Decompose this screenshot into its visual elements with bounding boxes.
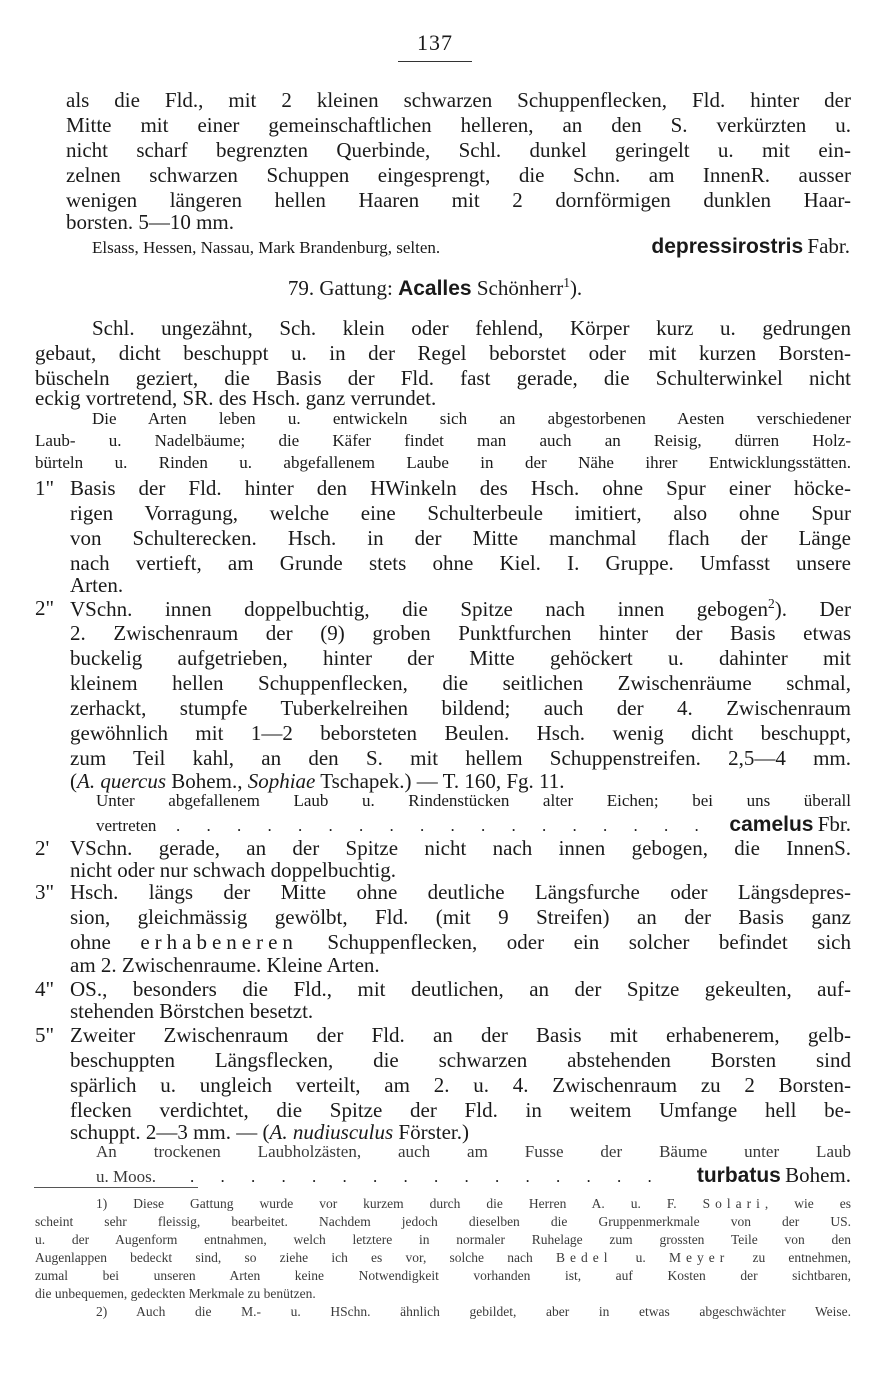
text-line: Arten. [70, 573, 124, 597]
text-line: flecken verdichtet, die Spitze der Fld. in weitem Umfange hell be- [70, 1098, 851, 1122]
genus-author: Schönherr [476, 276, 564, 300]
genus-prefix: 79. Gattung: [287, 276, 393, 300]
text-line: kleinem hellen Schuppenflecken, die seitlichen Zwischenräume schmal, [70, 671, 851, 695]
text-line: stehenden Börstchen besetzt. [70, 999, 314, 1023]
text-line: als die Fld., mit 2 kleinen schwarzen Schuppenflecken, Fld. hinter der [66, 88, 851, 112]
text-line: bürteln u. Rinden u. abgefallenem Laube in der Nähe ihrer Entwicklungsstätten. [35, 453, 851, 472]
couplet-number: 2" [35, 596, 55, 620]
footnote-line: die unbequemen, gedeckten Merkmale zu benützen. [35, 1286, 316, 1301]
couplet-number: 4" [35, 977, 55, 1001]
synonym-name: Sophiae [247, 769, 316, 793]
species-name: turbatus [696, 1164, 781, 1187]
text-line: nach vertieft, am Grunde stets ohne Kiel. I. Gruppe. Umfasst unsere [70, 551, 851, 575]
genus-heading [0, 275, 870, 301]
text-segment: Augenlappen bedeckt sind, so ziehe ich es vor, solche nach [35, 1250, 533, 1265]
text-line [70, 596, 851, 622]
footnote-line [35, 1250, 851, 1266]
text-line: zum Teil kahl, an den S. mit hellem Schuppenstreifen. 2,5—4 mm. [70, 746, 851, 770]
footnote-ref: 2 [767, 596, 775, 611]
text-line: gewöhnlich mit 1—2 beborsteten Beulen. Hsch. wenig dicht beschuppt, [70, 721, 851, 745]
spaced-word: Meyer [669, 1250, 730, 1265]
text-segment: Tschapek.) — T. 160, Fg. 11. [320, 769, 565, 793]
text-line: Die Arten leben u. entwickeln sich an abgestorbenen Aesten verschiedener [92, 409, 851, 428]
footnote-ref: 1 [563, 275, 570, 290]
text-line: von Schulterecken. Hsch. in der Mitte manchmal flach der Länge [70, 526, 851, 550]
species-name: depressirostris [651, 235, 804, 258]
text-segment: schuppt. 2—3 mm. — ( [70, 1120, 270, 1144]
species-author: Fbr. [817, 812, 851, 836]
species-name: camelus [729, 813, 814, 836]
footnote-rule [34, 1187, 198, 1188]
spaced-word: Solari [702, 1196, 765, 1211]
text-line: nicht oder nur schwach doppelbuchtig. [70, 858, 396, 882]
text-segment: Auch die M.- u. HSchn. ähnlich gebildet, aber in etwas abgeschwächter Weise. [136, 1304, 851, 1319]
text-line: büscheln geziert, die Basis der Fld. fast gerade, die Schulterwinkel nicht [35, 366, 851, 390]
couplet-number: 5" [35, 1023, 55, 1047]
text-line: rigen Vorragung, welche eine Schulterbeule imitiert, also ohne Spur [70, 501, 851, 525]
text-segment: , wie es [764, 1196, 851, 1211]
text-line: Zweiter Zwischenraum der Fld. an der Basis mit erhabenerem, gelb- [70, 1023, 851, 1047]
text-segment: VSchn. innen doppelbuchtig, die Spitze nach innen gebogen [70, 597, 768, 621]
couplet-number: 3" [35, 880, 55, 904]
distribution-line [92, 234, 850, 259]
text-segment: zu entnehmen, [752, 1250, 852, 1265]
text-line: Basis der Fld. hinter den HWinkeln des Hsch. ohne Spur einer höcke- [70, 476, 851, 500]
text-line: gebaut, dicht beschuppt u. in der Regel beborstet oder mit kurzen Borsten- [35, 341, 851, 365]
text-segment: Diese Gattung wurde vor kurzem durch die Herren A. u. F. [133, 1196, 677, 1211]
header-rule [398, 61, 472, 62]
habitat-text: vertreten [96, 816, 157, 835]
leader-dots: . . . . . . . . . . . . . . . . [190, 1167, 663, 1186]
footnote-mark: 1) [96, 1196, 108, 1211]
text-segment: ( [70, 769, 77, 793]
text-segment: Schuppenflecken, oder ein solcher befindet sich [327, 930, 852, 954]
text-line: am 2. Zwischenraume. Kleine Arten. [70, 953, 380, 977]
text-segment: Bohem., [171, 769, 243, 793]
species-author: Fabr. [807, 234, 850, 258]
synonym-name: A. nudiusculus [269, 1120, 394, 1144]
species-author: Bohem. [785, 1163, 851, 1187]
synonym-name: A. quercus [77, 769, 167, 793]
species-line [96, 1163, 851, 1188]
text-segment: ohne [70, 930, 111, 954]
text-line: Laub- u. Nadelbäume; die Käfer findet man auch an Reisig, dürren Holz- [35, 431, 851, 450]
text-line: spärlich u. ungleich verteilt, am 2. u. 4. Zwischenraum zu 2 Borsten- [70, 1073, 851, 1097]
text-line: Mitte mit einer gemeinschaftlichen helleren, an den S. verkürzten u. [66, 113, 851, 137]
text-line: zelnen schwarzen Schuppen eingesprengt, die Schn. am InnenR. ausser [66, 163, 851, 187]
habitat-text: u. Moos. [96, 1167, 156, 1186]
text-line: nicht scharf begrenzten Querbinde, Schl. dunkel geringelt u. mit ein- [66, 138, 851, 162]
text-line: wenigen längeren hellen Haaren mit 2 dornförmigen dunklen Haar- [66, 188, 851, 212]
text-line: eckig vortretend, SR. des Hsch. ganz verrundet. [35, 386, 437, 410]
footnote-line: zumal bei unseren Arten keine Notwendigkeit vorhanden ist, auf Kosten der sichtbaren, [35, 1268, 851, 1283]
couplet-number: 1" [35, 476, 55, 500]
distribution-text: Elsass, Hessen, Nassau, Mark Brandenburg, selten. [92, 238, 441, 257]
footnote-mark: 2) [96, 1304, 108, 1319]
text-line: An trockenen Laubholzästen, auch am Fusse der Bäume unter Laub [96, 1142, 851, 1161]
species-line [96, 812, 851, 837]
text-line: Hsch. längs der Mitte ohne deutliche Längsfurche oder Längsdepres- [70, 880, 851, 904]
footnote-line: scheint sehr fleissig, bearbeitet. Nachdem jedoch dieselben die Gruppenmerkmale von der US. [35, 1214, 851, 1229]
footnote-line: u. der Augenform entnahmen, welch letztere in normaler Ruhelage zum grossten Teile von den [35, 1232, 851, 1247]
text-segment: ). Der [774, 597, 851, 621]
page-number: 137 [417, 30, 453, 55]
text-line: sion, gleichmässig gewölbt, Fld. (mit 9 Streifen) an der Basis ganz [70, 905, 851, 929]
text-line: VSchn. gerade, an der Spitze nicht nach innen gebogen, die InnenS. [70, 836, 851, 860]
genus-suffix: ). [569, 276, 583, 300]
couplet-number: 2' [35, 836, 50, 860]
footnote-line [96, 1304, 851, 1320]
genus-name: Acalles [398, 277, 472, 300]
text-line: buckelig aufgetrieben, hinter der Mitte gehöckert u. dahinter mit [70, 646, 851, 670]
spaced-word: erhabeneren [140, 930, 298, 954]
spaced-word: Bedel [555, 1250, 613, 1265]
text-line: OS., besonders die Fld., mit deutlichen, an der Spitze gekeulten, auf- [70, 977, 851, 1001]
text-segment: u. [635, 1250, 646, 1265]
text-line: Schl. ungezähnt, Sch. klein oder fehlend, Körper kurz u. gedrungen [92, 316, 851, 340]
text-line: Unter abgefallenem Laub u. Rindenstücken alter Eichen; bei uns überall [96, 791, 851, 810]
text-line: zerhackt, stumpfe Tuberkelreihen bildend; auch der 4. Zwischenraum [70, 696, 851, 720]
text-line [70, 930, 851, 955]
text-line: 2. Zwischenraum der (9) groben Punktfurchen hinter der Basis etwas [70, 621, 851, 645]
leader-dots: . . . . . . . . . . . . . . . . . . [176, 816, 710, 835]
text-line: beschuppten Längsflecken, die schwarzen abstehenden Borsten sind [70, 1048, 851, 1072]
footnote-line [96, 1196, 851, 1212]
text-line: borsten. 5—10 mm. [66, 210, 234, 234]
text-segment: Förster.) [398, 1120, 469, 1144]
